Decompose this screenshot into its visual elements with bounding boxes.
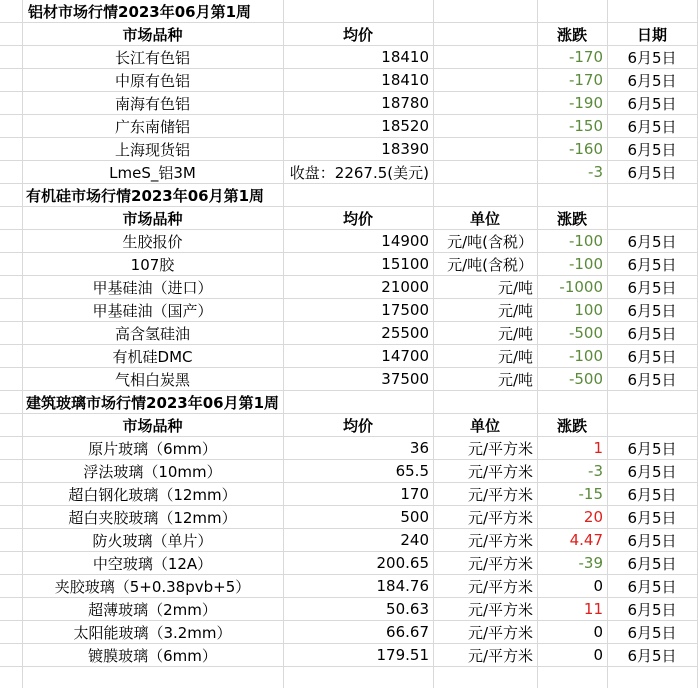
table-row <box>0 506 698 529</box>
section-title: 铝材市场行情2023年06月第1周 <box>28 2 252 21</box>
cell-date[interactable]: 6月5日 <box>627 531 677 550</box>
cell-change[interactable]: -100 <box>568 347 603 365</box>
cell-date[interactable]: 日期 <box>636 25 667 44</box>
cell-unit[interactable] <box>433 46 537 68</box>
cell-change[interactable]: -100 <box>568 255 603 273</box>
cell-unit[interactable]: 元/平方米 <box>467 600 533 619</box>
cell-date[interactable]: 6月5日 <box>627 94 677 113</box>
cell-change[interactable]: -3 <box>588 163 603 181</box>
cell-price[interactable]: 14900 <box>381 232 429 250</box>
cell-price[interactable]: 240 <box>400 531 429 549</box>
cell-price[interactable]: 184.76 <box>376 577 429 595</box>
cell-product[interactable]: 南海有色铝 <box>114 94 190 113</box>
header-row <box>0 23 698 46</box>
cell-unit[interactable] <box>433 23 537 45</box>
cell-change[interactable]: 涨跌 <box>556 209 587 228</box>
cell-product[interactable]: 夹胶玻璃（5+0.38pvb+5） <box>54 577 251 596</box>
cell-unit[interactable]: 元/平方米 <box>467 508 533 527</box>
section-title-row <box>0 184 698 207</box>
cell-change[interactable]: -190 <box>568 94 603 112</box>
table-row <box>0 437 698 460</box>
cell-price[interactable]: 15100 <box>381 255 429 273</box>
cell-change[interactable]: -170 <box>568 48 603 66</box>
cell-product[interactable]: 中原有色铝 <box>114 71 190 90</box>
cell-product[interactable]: 市场品种 <box>122 416 183 435</box>
table-row <box>0 483 698 506</box>
cell-price[interactable]: 50.63 <box>386 600 429 618</box>
cell-date[interactable]: 6月5日 <box>627 324 677 343</box>
cell-date[interactable]: 6月5日 <box>627 508 677 527</box>
cell-price[interactable]: 18390 <box>381 140 429 158</box>
cell-unit[interactable]: 元/吨 <box>497 324 533 343</box>
cell-change[interactable]: 20 <box>583 508 603 526</box>
table-row <box>0 644 698 667</box>
cell-price[interactable]: 37500 <box>381 370 429 388</box>
cell-price[interactable]: 均价 <box>342 209 373 228</box>
cell-product[interactable]: 市场品种 <box>122 25 183 44</box>
cell-product[interactable]: 气相白炭黑 <box>114 370 190 389</box>
cell-price[interactable]: 500 <box>400 508 429 526</box>
cell-product[interactable]: 防火玻璃（单片） <box>92 531 213 550</box>
table-row <box>0 299 698 322</box>
cell-product[interactable]: 高含氢硅油 <box>114 324 190 343</box>
table-row <box>0 161 698 184</box>
cell-unit[interactable]: 元/吨 <box>497 301 533 320</box>
table-row <box>0 115 698 138</box>
cell-date[interactable]: 6月5日 <box>627 370 677 389</box>
cell-unit[interactable]: 元/吨 <box>497 370 533 389</box>
cell-product[interactable]: 原片玻璃（6mm） <box>88 439 217 458</box>
cell-unit[interactable]: 元/吨(含税） <box>447 232 533 251</box>
table-row <box>0 46 698 69</box>
cell-change[interactable]: 涨跌 <box>556 416 587 435</box>
cell-unit[interactable]: 元/吨 <box>497 278 533 297</box>
cell-unit[interactable]: 元/平方米 <box>467 554 533 573</box>
cell-price[interactable]: 25500 <box>381 324 429 342</box>
cell-product[interactable]: 107胶 <box>130 255 175 274</box>
cell-change[interactable]: -160 <box>568 140 603 158</box>
cell-change[interactable]: 100 <box>574 301 603 319</box>
cell-date[interactable]: 6月5日 <box>627 554 677 573</box>
cell-product[interactable]: 市场品种 <box>122 209 183 228</box>
cell-product[interactable]: LmeS_铝3M <box>109 163 196 182</box>
cell-change[interactable]: 0 <box>593 646 603 664</box>
cell-unit[interactable]: 元/平方米 <box>467 577 533 596</box>
cell-product[interactable]: 浮法玻璃（10mm） <box>83 462 222 481</box>
cell-date[interactable]: 6月5日 <box>627 462 677 481</box>
cell-product[interactable]: 中空玻璃（12A） <box>92 554 213 573</box>
section-title: 有机硅市场行情2023年06月第1周 <box>26 186 265 205</box>
table-row <box>0 621 698 644</box>
cell-date[interactable]: 6月5日 <box>627 485 677 504</box>
cell-date[interactable]: 6月5日 <box>627 439 677 458</box>
table-row <box>0 92 698 115</box>
table-row <box>0 138 698 161</box>
cell-date[interactable]: 6月5日 <box>627 301 677 320</box>
cell-product[interactable]: 超白钢化玻璃（12mm） <box>68 485 237 504</box>
cell-unit[interactable]: 元/平方米 <box>467 439 533 458</box>
cell-date[interactable]: 6月5日 <box>627 117 677 136</box>
cell-change[interactable]: -1000 <box>559 278 603 296</box>
table-row <box>0 529 698 552</box>
cell-date[interactable]: 6月5日 <box>627 623 677 642</box>
cell-price[interactable]: 18410 <box>381 71 429 89</box>
cell-change[interactable]: -500 <box>568 324 603 342</box>
cell-date[interactable]: 6月5日 <box>627 646 677 665</box>
cell-change[interactable]: -500 <box>568 370 603 388</box>
cell-product[interactable]: 超白夹胶玻璃（12mm） <box>68 508 237 527</box>
cell-change[interactable]: -150 <box>568 117 603 135</box>
cell-unit[interactable]: 元/平方米 <box>467 623 533 642</box>
cell-date[interactable]: 6月5日 <box>627 48 677 67</box>
cell-price[interactable]: 18410 <box>381 48 429 66</box>
section-title-row <box>0 0 698 23</box>
cell-date[interactable]: 6月5日 <box>627 347 677 366</box>
cell-product[interactable]: 镀膜玻璃（6mm） <box>88 646 217 665</box>
cell-change[interactable]: -170 <box>568 71 603 89</box>
cell-product[interactable]: 上海现货铝 <box>114 140 190 159</box>
table-row <box>0 230 698 253</box>
cell-price[interactable]: 17500 <box>381 301 429 319</box>
cell-price[interactable]: 14700 <box>381 347 429 365</box>
cell-price[interactable]: 170 <box>400 485 429 503</box>
cell-unit[interactable]: 单位 <box>469 416 500 435</box>
table-row <box>0 552 698 575</box>
cell-date[interactable]: 6月5日 <box>627 577 677 596</box>
cell-unit[interactable]: 单位 <box>469 209 500 228</box>
header-row <box>0 207 698 230</box>
cell-product[interactable]: 超薄玻璃（2mm） <box>88 600 217 619</box>
cell-unit[interactable] <box>433 69 537 91</box>
cell-unit[interactable] <box>433 92 537 114</box>
cell-date[interactable] <box>607 414 697 436</box>
table-row <box>0 69 698 92</box>
cell-product[interactable]: 甲基硅油（进口） <box>92 278 213 297</box>
cell-product[interactable]: 长江有色铝 <box>114 48 190 67</box>
cell-price[interactable]: 179.51 <box>376 646 429 664</box>
cell-change[interactable]: 涨跌 <box>556 25 587 44</box>
table-row <box>0 575 698 598</box>
cell-date[interactable]: 6月5日 <box>627 140 677 159</box>
cell-unit[interactable]: 元/平方米 <box>467 646 533 665</box>
cell-price[interactable]: 65.5 <box>395 462 429 480</box>
cell-date[interactable]: 6月5日 <box>627 163 677 182</box>
cell-change[interactable]: 1 <box>593 439 603 457</box>
cell-price[interactable]: 36 <box>409 439 429 457</box>
cell-date[interactable]: 6月5日 <box>627 278 677 297</box>
cell-date[interactable]: 6月5日 <box>627 600 677 619</box>
cell-unit[interactable]: 元/平方米 <box>467 485 533 504</box>
cell-change[interactable]: -15 <box>578 485 603 503</box>
cell-date[interactable]: 6月5日 <box>627 71 677 90</box>
cell-date[interactable] <box>607 207 697 229</box>
cell-price[interactable]: 18520 <box>381 117 429 135</box>
cell-product[interactable]: 有机硅DMC <box>112 347 193 366</box>
table-row <box>0 460 698 483</box>
cell-unit[interactable] <box>433 138 537 160</box>
section-title: 建筑玻璃市场行情2023年06月第1周 <box>26 393 280 412</box>
cell-date[interactable]: 6月5日 <box>627 255 677 274</box>
cell-change[interactable]: -100 <box>568 232 603 250</box>
cell-product[interactable]: 生胶报价 <box>122 232 183 251</box>
section-title-row <box>0 391 698 414</box>
cell-unit[interactable]: 元/吨 <box>497 347 533 366</box>
cell-unit[interactable]: 元/平方米 <box>467 462 533 481</box>
cell-price[interactable]: 21000 <box>381 278 429 296</box>
table-row <box>0 276 698 299</box>
cell-unit[interactable] <box>433 115 537 137</box>
cell-unit[interactable] <box>433 161 537 183</box>
table-row <box>0 368 698 391</box>
table-row <box>0 253 698 276</box>
cell-change[interactable]: -3 <box>588 462 603 480</box>
cell-change[interactable]: 0 <box>593 623 603 641</box>
cell-product[interactable]: 太阳能玻璃（3.2mm） <box>73 623 232 642</box>
cell-change[interactable]: -39 <box>578 554 603 572</box>
cell-price[interactable]: 均价 <box>342 416 373 435</box>
cell-change[interactable]: 11 <box>583 600 603 618</box>
cell-price[interactable]: 18780 <box>381 94 429 112</box>
cell-change[interactable]: 4.47 <box>569 531 603 549</box>
table-row <box>0 598 698 621</box>
cell-price[interactable]: 66.67 <box>386 623 429 641</box>
cell-unit[interactable]: 元/吨(含税） <box>447 255 533 274</box>
cell-product[interactable]: 甲基硅油（国产） <box>92 301 213 320</box>
cell-price[interactable]: 均价 <box>342 25 373 44</box>
cell-date[interactable]: 6月5日 <box>627 232 677 251</box>
cell-change[interactable]: 0 <box>593 577 603 595</box>
table-row <box>0 345 698 368</box>
cell-product[interactable]: 广东南储铝 <box>114 117 190 136</box>
header-row <box>0 414 698 437</box>
cell-price[interactable]: 收盘：2267.5(美元) <box>289 163 429 182</box>
table-row <box>0 322 698 345</box>
cell-unit[interactable]: 元/平方米 <box>467 531 533 550</box>
cell-price[interactable]: 200.65 <box>376 554 429 572</box>
